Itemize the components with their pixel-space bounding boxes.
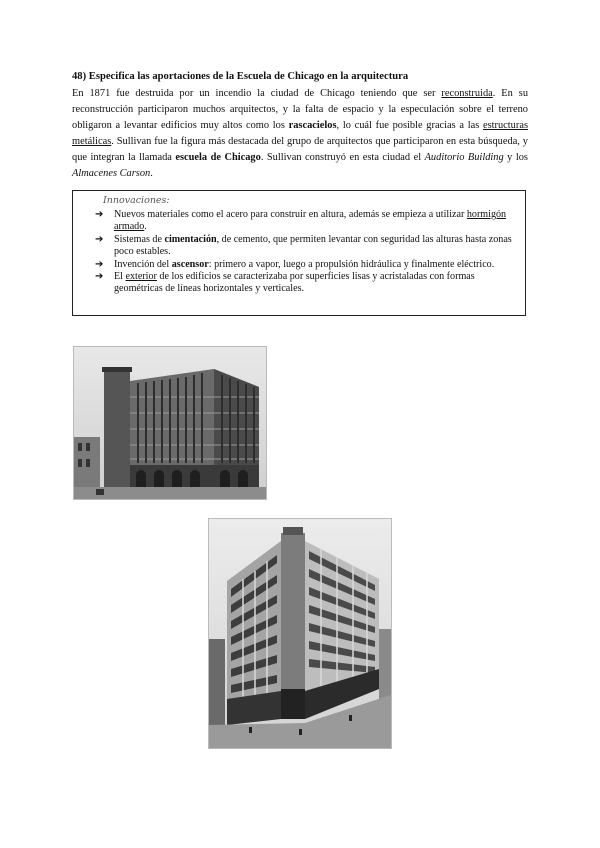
innovations-list [93,209,513,296]
rascacielos-term: rascacielos [288,120,337,131]
auditorium-building-photo [73,346,267,500]
list-item: ➔ El exterior de los edificios se caracterizaba por superficies lisas y acristaladas con formas geométricas de líneas horizontales y verticales. [95,271,475,295]
arrow-right-icon: ➔ [95,233,104,245]
list-item: ➔ Nuevos materiales como el acero para construir en altura, además se empieza a utilizar hormigón armado. [95,209,507,233]
arrow-right-icon: ➔ [95,258,104,270]
innovations-box [72,190,526,316]
arrow-right-icon: ➔ [95,271,104,283]
estructuras-term: estructuras metálicas [72,120,528,147]
carson-building-photo [208,518,392,749]
list-item: ➔ Invención del ascensor: primero a vapor, luego a propulsión hidráulica y finalmente eléctrico. [95,258,495,270]
intro-paragraph: En 1871 fue destruida por un incendio la ciudad de Chicago teniendo que ser reconstruida. En su reconstrucción participaron muchos arquitectos, y la falta de espacio y la especulación sobre el terreno obligaron a levantar edificios muy altos como los rascacielos, lo cuál fue posible gracias a las estructuras metálicas. Sullivan fue la figura más destacada del grupo de arquitectos que participaron en esta búsqueda, y que integran la llamada escuela de Chicago. Sullivan construyó en esta ciudad el Auditorio Building y los Almacenes Carson. [72,88,529,179]
auditorio-term: Auditorio Building [424,152,504,163]
list-item: ➔ Sistemas de cimentación, de cemento, que permiten levantar con seguridad las alturas hasta zonas poco estables. [95,233,512,258]
section-heading: 48) Especifica las aportaciones de la Escuela de Chicago en la arquitectura [72,71,409,82]
innovations-title: Innovaciones: [103,195,170,206]
arrow-right-icon: ➔ [95,209,104,220]
carson-term: Almacenes Carson [72,168,151,179]
reconstruida-term: reconstruida [441,88,493,99]
escuela-term: escuela de Chicago [175,152,261,163]
